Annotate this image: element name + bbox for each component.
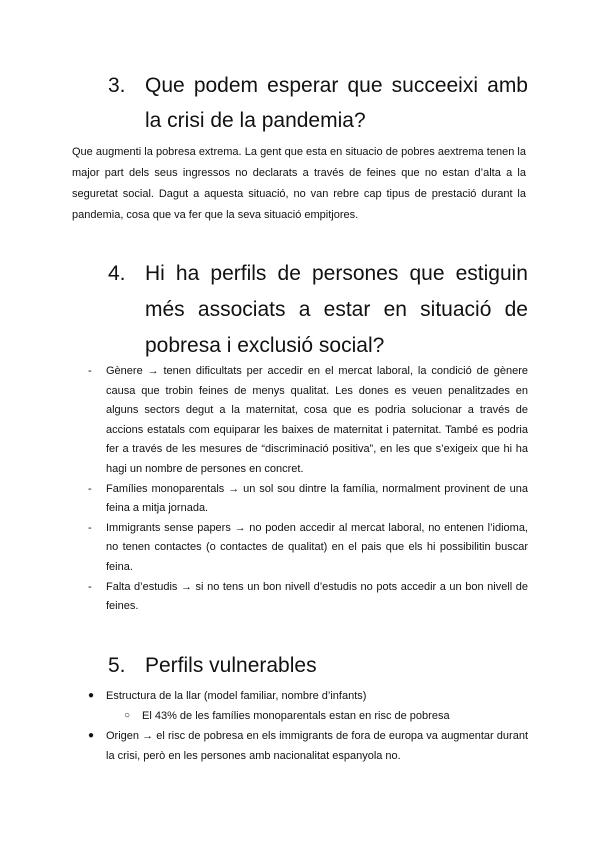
bullet-icon: ● [88, 730, 95, 741]
dash-marker: - [88, 482, 92, 495]
list-item-text: Origen → el risc de pobresa en els immigrants de fora de europa va augmentar durant la crisi, però en les persones amb nacionalitat espanyola no. [106, 730, 528, 762]
dash-marker: - [88, 365, 92, 377]
list-item-text: Famílies monoparentals → un sol sou dintre la família, normalment provinent de una feina a mitja jornada. [106, 482, 528, 515]
list-item-text: El 43% de les famílies monoparentals estan en risc de pobresa [142, 710, 450, 722]
section-4-number: 4. [108, 262, 126, 285]
section-5-title: Perfils vulnerables [145, 654, 317, 677]
bullet-icon: ● [88, 690, 95, 701]
section-3-title: Que podem esperar que succeeixi amb la crisi de la pandemia? [145, 74, 528, 132]
dash-marker: - [88, 580, 92, 593]
list-item-text: Falta d’estudis → si no tens un bon nivell d’estudis no pots accedir a un bon nivell de feines. [106, 580, 528, 613]
list-item-text: Estructura de la llar (model familiar, nombre d’infants) [106, 690, 367, 702]
section-4-heading [108, 256, 528, 364]
list-item-text: Immigrants sense papers → no poden accedir al mercat laboral, no entenen l’idioma, no tenen contactes (o contactes de qualitat) en el pais que els hi possibilitin buscar feina. [106, 521, 528, 573]
section-3-number: 3. [108, 74, 126, 97]
sub-list-item [88, 706, 528, 726]
section-3-heading [108, 68, 528, 138]
section-3-paragraph: Que augmenti la pobresa extrema. La gent que esta en situacio de pobres aextrema tenen la major part dels seus ingressos no declarats a través de feines que no estan d’alta a la seguretat social. Dagut a aquesta situació, no van rebre cap tipus de prestació durant la pandemia, cosa que va fer que la seva situació empitjores. [72, 146, 526, 221]
list-item [88, 726, 528, 766]
hollow-bullet-icon: ○ [124, 710, 131, 721]
list-item [88, 519, 528, 578]
list-item-text: Gènere → tenen dificultats per accedir en el mercat laboral, la condició de gènere causa que trobin feines de menys qualitat. Les dones es veuen penalitzades en alguns sectors degut a la maternitat, cosa que es podria solucionar a través de accions estatals com equiparar les baixes de maternitat i paternitat. També es podria fer a través de les mesures de “discriminació positiva”, en les que s’exigeix que hi ha hagi un nombre de persones en concret. [106, 365, 528, 475]
section-5-number: 5. [108, 654, 126, 677]
list-item [88, 362, 528, 480]
section-5-list [88, 686, 528, 766]
list-item [88, 578, 528, 617]
section-4-title: Hi ha perfils de persones que estiguin més associats a estar en situació de pobresa i exclusió social? [145, 262, 528, 357]
section-4-list [88, 362, 528, 617]
list-item [88, 686, 528, 706]
dash-marker: - [88, 521, 92, 534]
section-5-heading [108, 648, 528, 683]
list-item [88, 480, 528, 519]
